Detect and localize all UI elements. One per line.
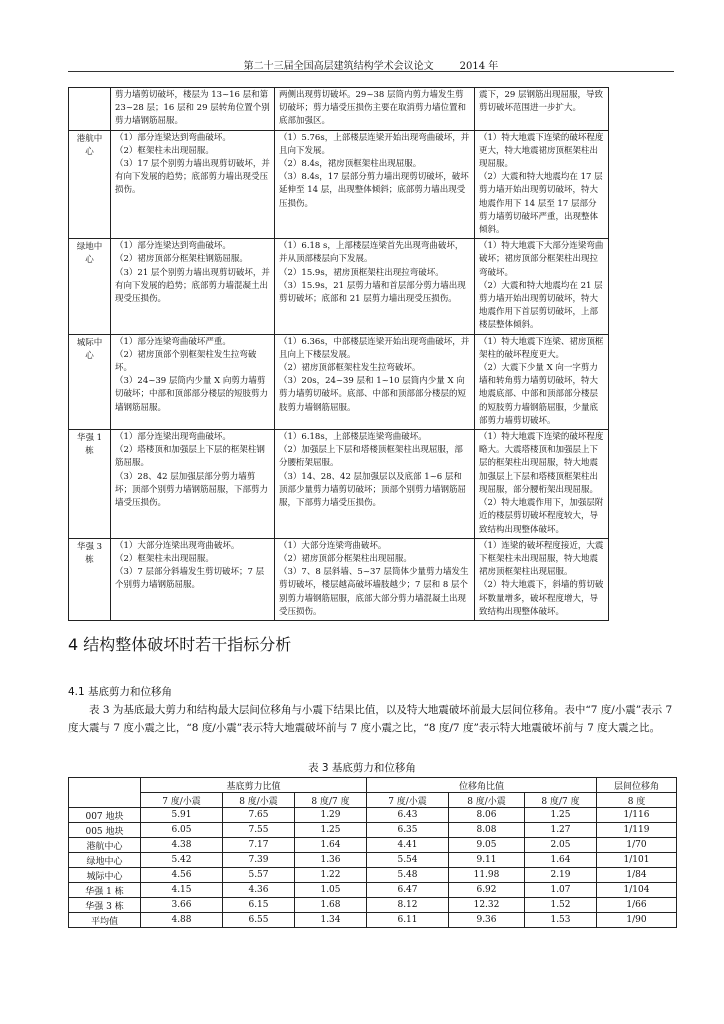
value-cell: 6.43	[367, 808, 449, 823]
value-cell: 4.41	[367, 838, 449, 853]
value-cell: 7.39	[223, 853, 295, 868]
value-cell: 1/70	[597, 838, 677, 853]
value-cell: 7.65	[223, 808, 295, 823]
value-cell: 8.12	[367, 898, 449, 913]
damage-item: （3）8.4s，17 层部分剪力墙出现剪切破坏，破坏延伸至 14 层，出现整体倾斜；底部剪力墙出现受压损伤。	[279, 172, 469, 209]
section-heading: 4 结构整体破坏时若干指标分析	[68, 635, 292, 654]
value-cell: 1.64	[295, 838, 367, 853]
table-row	[69, 883, 677, 898]
damage-item: （2）特大地震下，斜墙的剪切破坏数量增多，破坏程度增大，导致结构出现整体破坏。	[479, 580, 604, 617]
damage-description-cell	[111, 88, 275, 131]
value-cell: 9.36	[449, 913, 525, 928]
damage-item: （1）特大地震下大部分连梁弯曲破坏；裙房顶部分框架柱出现拉弯破坏。	[479, 241, 604, 278]
value-cell: 4.88	[141, 913, 223, 928]
damage-item: （2）塔楼顶和加强层上下层的框架柱钢筋屈服。	[115, 445, 265, 469]
value-cell: 6.47	[367, 883, 449, 898]
row-label-cell: 007 地块	[69, 808, 141, 823]
value-cell: 1/119	[597, 823, 677, 838]
damage-description-cell	[111, 538, 275, 620]
damage-item: （2）15.9s，裙房顶框架柱出现拉弯破坏。	[279, 267, 444, 278]
row-label-cell: 港航中心	[69, 838, 141, 853]
damage-item: （2）大震和特大地震均在 21 层剪力墙开始出现剪切破坏，特大地震作用下首层剪切破坏，上部楼层整体倾斜。	[479, 280, 603, 331]
damage-item: （2）裙房顶部分框架柱出现屈服。	[279, 553, 412, 564]
table-row	[69, 239, 609, 334]
sub-header: 8 度/7 度	[295, 793, 367, 808]
damage-description-cell	[275, 430, 475, 539]
value-cell: 1/84	[597, 868, 677, 883]
value-cell: 1.53	[525, 913, 597, 928]
damage-description-cell	[111, 430, 275, 539]
value-cell: 3.66	[141, 898, 223, 913]
sub-header: 7 度/小震	[367, 793, 449, 808]
value-cell: 1/66	[597, 898, 677, 913]
value-cell: 1.27	[525, 823, 597, 838]
value-cell: 1.68	[295, 898, 367, 913]
value-cell: 1.25	[295, 823, 367, 838]
sub-header: 8 度/小震	[449, 793, 525, 808]
body-paragraph: 表 3 为基底最大剪力和结构最大层间位移角与小震下结果比值，以及特大地震破坏前最大层间位移角。表中“7 度/小震”表示 7 度大震与 7 度小震之比，“8 度/小震”表示特大地震破坏前与 7 度小震之比，“8 度/7 度”表示特大地震破坏前与 7 度大震之比。	[68, 704, 673, 734]
base-shear-drift-table	[68, 777, 677, 928]
table-caption: 表 3 基底剪力和位移角	[308, 762, 416, 774]
value-cell: 7.55	[223, 823, 295, 838]
value-cell: 1.64	[525, 853, 597, 868]
damage-item: （2）大震下少量 X 向一字剪力墙和转角剪力墙剪切破坏，特大地震底部、中部和顶部部分楼层的短肢剪力墙钢筋屈服，少量底部剪力墙剪切破坏。	[479, 363, 599, 426]
group-header-base-shear: 基底剪力比值	[141, 778, 367, 793]
value-cell: 7.17	[223, 838, 295, 853]
damage-item: （3）17 层个别剪力墙出现剪切破坏，并有向下发展的趋势；底部剪力墙出现受压损伤。	[115, 159, 270, 196]
value-cell: 6.35	[367, 823, 449, 838]
value-cell: 2.05	[525, 838, 597, 853]
table-row	[69, 130, 609, 239]
damage-item: （3）14、28、42 层加强层以及底部 1~6 层和顶部少量剪力墙剪切破坏；顶部个别剪力墙钢筋屈服，下部剪力墙受压损伤。	[279, 471, 467, 509]
damage-description-cell	[475, 88, 609, 131]
damage-comparison-table	[68, 87, 609, 621]
damage-description-cell	[275, 239, 475, 334]
value-cell: 1.29	[295, 808, 367, 823]
damage-description-cell	[275, 334, 475, 429]
damage-item: （3）20s，24~39 层和 1~10 层筒内少量 X 向剪力墙剪切破坏。底部、中部和顶部部分楼层的短肢剪力墙钢筋屈服。	[279, 376, 467, 413]
row-label-cell: 华强 3 栋	[69, 898, 141, 913]
damage-description-cell	[275, 88, 475, 131]
table-row	[69, 823, 677, 838]
damage-description-cell	[475, 130, 609, 239]
conference-year: 2014 年	[459, 61, 499, 72]
value-cell: 2.19	[525, 868, 597, 883]
sub-header: 8 度/7 度	[525, 793, 597, 808]
value-cell: 1.22	[295, 868, 367, 883]
group-header-drift-ratio: 位移角比值	[367, 778, 597, 793]
damage-item: （2）框架柱未出现屈服。	[115, 553, 214, 564]
value-cell: 8.08	[449, 823, 525, 838]
damage-item: （1）部分连梁达到弯曲破坏。	[115, 132, 231, 143]
row-label-cell: 绿地中心	[69, 853, 141, 868]
value-cell: 1/90	[597, 913, 677, 928]
damage-item: （2）裙房顶部框架柱发生拉弯破坏。	[279, 363, 421, 374]
table-row	[69, 838, 677, 853]
damage-item: （3）7、8 层斜墙、5~37 层筒体少量剪力墙发生剪切破坏，楼层越高破坏墙肢越少；7 层和 8 层个别剪力墙钢筋屈服，底部大部分剪力墙混凝土出现受压损伤。	[279, 567, 469, 617]
value-cell: 9.05	[449, 838, 525, 853]
damage-item: （1）特大地震下连梁的破坏程度略大。大震塔楼顶和加强层上下层的框架柱出现屈服，特大地震加强层上下层和塔楼顶框架柱出现屈服，部分腰桁架出现屈服。	[479, 432, 604, 495]
value-cell: 4.36	[223, 883, 295, 898]
damage-item: （1）6.18s，上部楼层连梁弯曲破坏。	[279, 432, 427, 443]
damage-item: 两侧出现剪切破坏。29~38 层筒内剪力墙发生剪切破坏；剪力墙受压损伤主要在取消剪力墙位置和底部加强区。	[279, 90, 467, 127]
damage-item: （1）部分连梁弯曲破坏严重。	[115, 336, 231, 347]
value-cell: 1/101	[597, 853, 677, 868]
table-row	[69, 853, 677, 868]
damage-item: （2）加强层上下层和塔楼顶框架柱出现屈服，部分腰桁架屈服。	[279, 445, 463, 469]
value-cell: 4.15	[141, 883, 223, 898]
value-cell: 8.06	[449, 808, 525, 823]
value-cell: 1.25	[525, 808, 597, 823]
damage-description-cell	[475, 538, 609, 620]
table-row	[69, 913, 677, 928]
damage-description-cell	[111, 239, 275, 334]
row-label-cell: 华强 1 栋	[69, 883, 141, 898]
damage-item: （1）6.36s，中部楼层连梁开始出现弯曲破坏，并且向上下楼层发展。	[279, 336, 470, 360]
value-cell: 12.32	[449, 898, 525, 913]
value-cell: 1.36	[295, 853, 367, 868]
damage-item: （1）大部分连梁出现弯曲破坏。	[115, 540, 240, 551]
table-sub-header-row	[69, 793, 677, 808]
damage-item: （3）15.9s，21 层剪力墙和首层部分剪力墙出现剪切破坏；底部和 21 层剪力墙出现受压损伤。	[279, 280, 466, 305]
damage-item: （2）裙房顶部分框架柱钢筋屈服。	[115, 254, 248, 265]
damage-item: （2）8.4s，裙房顶框架柱出现屈服。	[279, 159, 422, 170]
row-label-cell: 005 地块	[69, 823, 141, 838]
damage-description-cell	[475, 334, 609, 429]
value-cell: 5.91	[141, 808, 223, 823]
value-cell: 4.56	[141, 868, 223, 883]
value-cell: 1.05	[295, 883, 367, 898]
subsection-heading: 4.1 基底剪力和位移角	[68, 686, 173, 698]
damage-item: （3）28、42 层加强层部分剪力墙剪坏；顶部个别剪力墙钢筋屈服，下部剪力墙受压损伤。	[115, 471, 269, 509]
corner-cell	[69, 778, 141, 808]
value-cell: 1/116	[597, 808, 677, 823]
damage-item: （1）部分连梁出现弯曲破坏。	[115, 432, 231, 443]
value-cell: 11.98	[449, 868, 525, 883]
table-row	[69, 808, 677, 823]
building-name-cell: 华强 1 栋	[69, 430, 111, 539]
damage-item: 震下，29 层钢筋出现屈服，导致剪切破坏范围进一步扩大。	[479, 90, 604, 114]
table-row	[69, 430, 609, 539]
table-row	[69, 88, 609, 131]
table-row	[69, 868, 677, 883]
damage-item: （2）框架柱未出现屈服。	[115, 145, 214, 156]
damage-item: （1）连梁的破坏程度接近，大震下框架柱未出现屈服，特大地震裙房顶框架柱出现屈服。	[479, 540, 604, 578]
value-cell: 9.11	[449, 853, 525, 868]
damage-item: （2）裙房顶部个别框架柱发生拉弯破坏。	[115, 349, 257, 374]
sub-header: 7 度/小震	[141, 793, 223, 808]
damage-description-cell	[111, 130, 275, 239]
row-label-cell: 城际中心	[69, 868, 141, 883]
damage-description-cell	[111, 334, 275, 429]
value-cell: 1.52	[525, 898, 597, 913]
value-cell: 6.15	[223, 898, 295, 913]
damage-item: （3）21 层个别剪力墙出现剪切破坏，并有向下发展的趋势；底部剪力墙混凝土出现受压损伤。	[115, 267, 270, 305]
conference-title: 第二十三届全国高层建筑结构学术会议论文	[243, 61, 434, 72]
damage-item: （1）大部分连梁弯曲破坏。	[279, 540, 387, 551]
damage-item: 剪力墙剪切破坏，楼层为 13~16 层和第 23~28 层；16 层和 29 层转角位置个别剪力墙钢筋屈服。	[115, 90, 270, 127]
damage-item: （1）5.76s，上部楼层连梁开始出现弯曲破坏，并且向下发展。	[279, 132, 470, 156]
building-name-cell: 港航中心	[69, 130, 111, 239]
value-cell: 5.48	[367, 868, 449, 883]
value-cell: 6.11	[367, 913, 449, 928]
table-row	[69, 898, 677, 913]
building-name-cell: 城际中心	[69, 334, 111, 429]
value-cell: 1/104	[597, 883, 677, 898]
damage-item: （1）6.18 s，上部楼层连梁首先出现弯曲破坏，并从顶部楼层向下发展。	[279, 241, 464, 265]
damage-description-cell	[275, 130, 475, 239]
building-name-cell: 华强 3 栋	[69, 538, 111, 620]
building-name-cell	[69, 88, 111, 131]
building-name-cell: 绿地中心	[69, 239, 111, 334]
value-cell: 5.57	[223, 868, 295, 883]
value-cell: 5.54	[367, 853, 449, 868]
damage-item: （2）特大地震作用下，加强层附近的楼层剪切破坏程度较大，导致结构出现整体破坏。	[479, 498, 604, 535]
value-cell: 6.92	[449, 883, 525, 898]
table-group-header-row	[69, 778, 677, 793]
damage-description-cell	[275, 538, 475, 620]
damage-item: （1）特大地震下连梁、裙房顶框架柱的破坏程度更大。	[479, 336, 604, 360]
table-row	[69, 334, 609, 429]
sub-header: 8 度	[597, 793, 677, 808]
value-cell: 4.38	[141, 838, 223, 853]
row-label-cell: 平均值	[69, 913, 141, 928]
damage-description-cell	[475, 239, 609, 334]
table-row	[69, 538, 609, 620]
damage-item: （2）大震和特大地震均在 17 层剪力墙开始出现剪切破坏，特大地震作用下 14 层至 17 层部分剪力墙剪切破坏严重，出现整体倾斜。	[479, 172, 603, 236]
damage-item: （3）7 层部分斜墙发生剪切破坏；7 层个别剪力墙钢筋屈服。	[115, 567, 265, 591]
damage-item: （1）特大地震下连梁的破坏程度更大，特大地震裙房顶框架柱出现屈服。	[479, 132, 604, 170]
value-cell: 1.34	[295, 913, 367, 928]
value-cell: 1.07	[525, 883, 597, 898]
value-cell: 5.42	[141, 853, 223, 868]
damage-description-cell	[475, 430, 609, 539]
value-cell: 6.05	[141, 823, 223, 838]
damage-item: （3）24~39 层筒内少量 X 向剪力墙剪切破坏；中部和顶部部分楼层的短肢剪力墙钢筋屈服。	[115, 376, 269, 413]
sub-header: 8 度/小震	[223, 793, 295, 808]
running-header	[68, 0, 674, 72]
damage-item: （1）部分连梁达到弯曲破坏。	[115, 241, 231, 252]
group-header-interstory-drift: 层间位移角	[597, 778, 677, 793]
value-cell: 6.55	[223, 913, 295, 928]
